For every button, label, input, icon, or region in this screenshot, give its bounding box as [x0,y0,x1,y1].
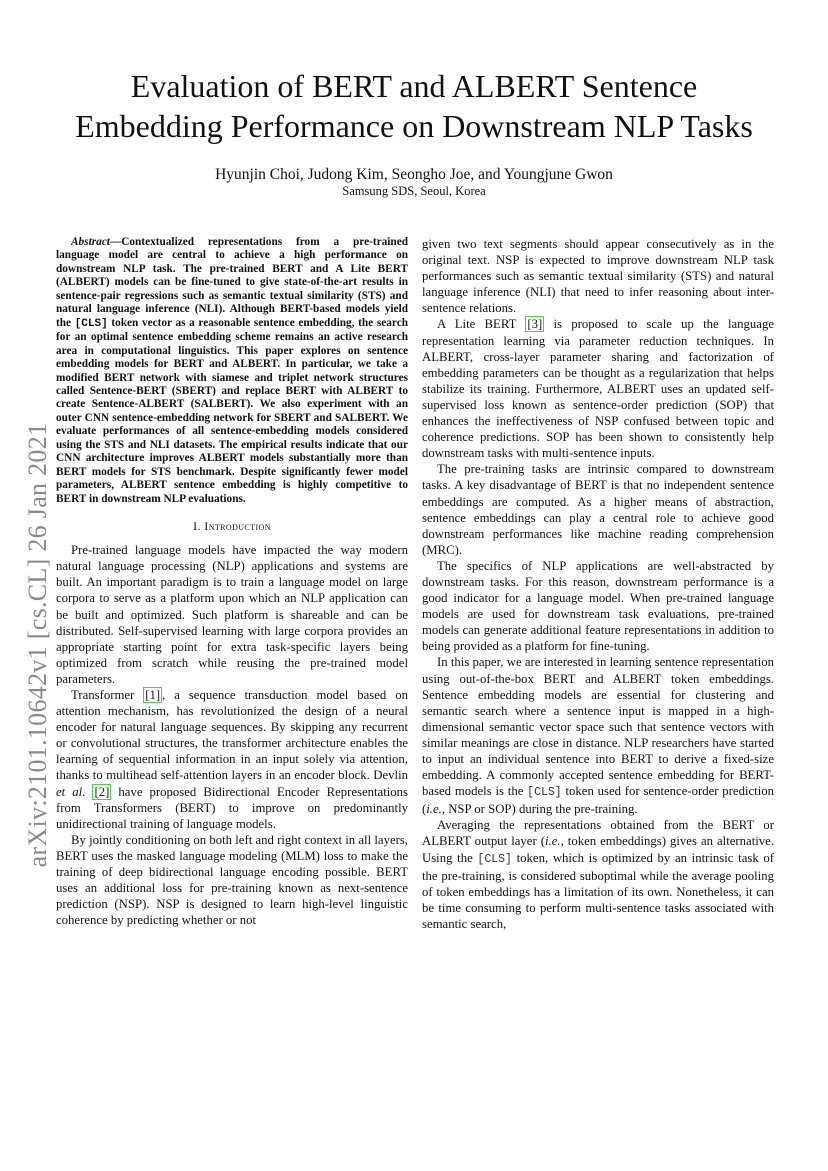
text-span: A Lite BERT [437,317,526,332]
right-column [422,236,774,932]
text-span: Transformer [71,688,144,702]
et-al: et al. [56,784,86,799]
title-line-2: Embedding Performance on Downstream NLP Tasks [75,108,753,144]
text-span: , NSP or SOP) during the pre-training. [441,802,638,817]
affiliation: Samsung SDS, Seoul, Korea [342,184,486,198]
intro-paragraph-3: By jointly conditioning on both left and right context in all layers, BERT uses the masked language modeling (MLM) loss to make the training of deep bidirectional language encoding possible. BERT uses an additional loss for pre-training known as next-sentence prediction (NSP). NSP is designed to learn high-level linguistic coherence by predicting whether or not [56,832,408,928]
title-line-1: Evaluation of BERT and ALBERT Sentence [130,68,698,104]
right-paragraph-2 [422,316,774,461]
abstract-text-2: token vector as a reasonable sentence embedding, the search for an optimal sentence embedding scheme remains an active research area in computational linguistics. This paper explores on sentence embedding models for BERT and ALBERT. In particular, we take a modified BERT network with siamese and triplet network structures called Sentence-BERT (SBERT) and replace BERT with ALBERT to create Sentence-ALBERT (SALBERT). We also experiment with an outer CNN sentence-embedding network for SBERT and SALBERT. We evaluate performances of all sentence-embedding models considered using the STS and NLI datasets. The empirical results indicate that our CNN architecture improves ALBERT models substantially more than BERT models for STS benchmark. Despite significantly fewer model parameters, ALBERT sentence embedding is highly competitive to BERT in downstream NLP evaluations. [56,316,408,505]
ie-abbrev: i.e. [426,802,442,817]
text-span: In this paper, we are interested in learning sentence representation using out-of-the-box BERT and ALBERT token embeddings. Sentence embedding models are essential for clustering and semantic search where a sentence input is mapped in a high-dimensional semantic vector space such that sentence vectors with similar meanings are close in distance. NLP researchers have started to input an individual sentence into BERT to derive a fixed-size embedding. A commonly accepted sentence embedding for BERT-based models is the [422,655,774,799]
intro-paragraph-1: Pre-trained language models have impacted the way modern natural language processing (NLP) applications and systems are built. An important paradigm is to train a language model on large corpora to serve as a platform upon which an NLP application can be built and optimized. Such platform is shareable and can be distributed. Self-supervised learning with large corpora provides an appropriate starting point for extra task-specific layers being optimized from scratch while reusing the pre-trained model parameters. [56,543,408,686]
citation-link-3[interactable]: [3] [527,317,543,332]
cls-token: [CLS] [477,852,512,866]
left-column [56,236,408,928]
text-span: have proposed Bidirectional Encoder Representations from Transformers (BERT) to improve on predominantly unidirectional training of language models. [56,784,408,831]
abstract-text-1: —Contextualized representations from a pre-trained language model are central to achieve a high performance on downstream NLP task. The pre-trained BERT and A Lite BERT (ALBERT) models can be fine-tuned to give state-of-the-art results in sentence-pair regressions such as semantic textual similarity (STS) and natural language inference (NLI). Although BERT-based models yield the [56,236,408,329]
right-paragraph-4: The specifics of NLP applications are well-abstracted by downstream tasks. For this reason, downstream performance is a good indicator for a language model. When pre-trained language models are used for downstream task evaluations, pre-trained models can generate additional feature representations in addition to being provided as a platform for fine-tuning. [422,558,774,654]
right-paragraph-3: The pre-training tasks are intrinsic compared to downstream tasks. A key disadvantage of BERT is that no independent sentence embeddings are computed. As a higher means of abstraction, sentence embeddings can play a central role to achieve good downstream performances like machine reading comprehension (MRC). [422,462,774,557]
right-paragraph-6 [422,817,774,932]
right-paragraph-5 [422,654,774,817]
abstract-cls-token: [CLS] [74,317,108,330]
text-span: token used for sentence-order prediction ( [422,784,774,817]
abstract [56,236,408,506]
author-list: Hyunjin Choi, Judong Kim, Seongho Joe, and Youngjune Gwon [215,166,613,183]
ie-abbrev: i.e. [544,834,561,849]
text-span: is proposed to scale up the language representation learning via parameter reduction techniques. In ALBERT, cross-layer parameter sharing and factorization of embedding parameters can be thought as a regularization that helps stabilize its training. Furthermore, ALBERT uses an updated self-supervised loss known as sentence-order prediction (SOP) that enhances the ineffectiveness of NSP confused between topic and coherence predictions. SOP has been shown to consistently help downstream tasks with multi-sentence inputs. [422,317,774,461]
text-span: , a sequence transduction model based on attention mechanism, has revolutionized the design of a neural encoder for natural language sequences. By skipping any recurrent or convolutional structures, the transformer architecture enables the learning of sequential information in an input solely via attention, thanks to multihead self-attention layers in an encoder block. Devlin [56,688,408,783]
text-span: , token embeddings) gives an alternative. Using the [422,834,775,865]
paper-title [60,66,768,146]
citation-link-1[interactable]: [1] [145,688,161,702]
arxiv-stamp-text: arXiv:2101.10642v1 [cs.CL] 26 Jan 2021 [23,422,52,868]
right-paragraph-1: given two text segments should appear consecutively as in the original text. NSP is expected to improve downstream NLP task performances such as semantic textual similarity (STS) and natural language inference (NLI) that need to infer reasoning about inter-sentence relations. [422,237,774,316]
intro-paragraph-2 [56,687,408,832]
abstract-lead: Abstract [71,236,110,248]
section-heading-introduction: I. Introduction [193,519,271,534]
text-span: token, which is optimized by an intrinsic task of the pre-training, is considered suboptimal while the average pooling of token embeddings has a limitation of its own. Nonetheless, it can be time consuming to perform multi-sentence tasks associated with semantic search, [422,850,774,931]
citation-link-2[interactable]: [2] [94,784,110,799]
cls-token: [CLS] [527,786,562,800]
text-span: Averaging the representations obtained from the BERT or ALBERT output layer ( [422,818,774,849]
